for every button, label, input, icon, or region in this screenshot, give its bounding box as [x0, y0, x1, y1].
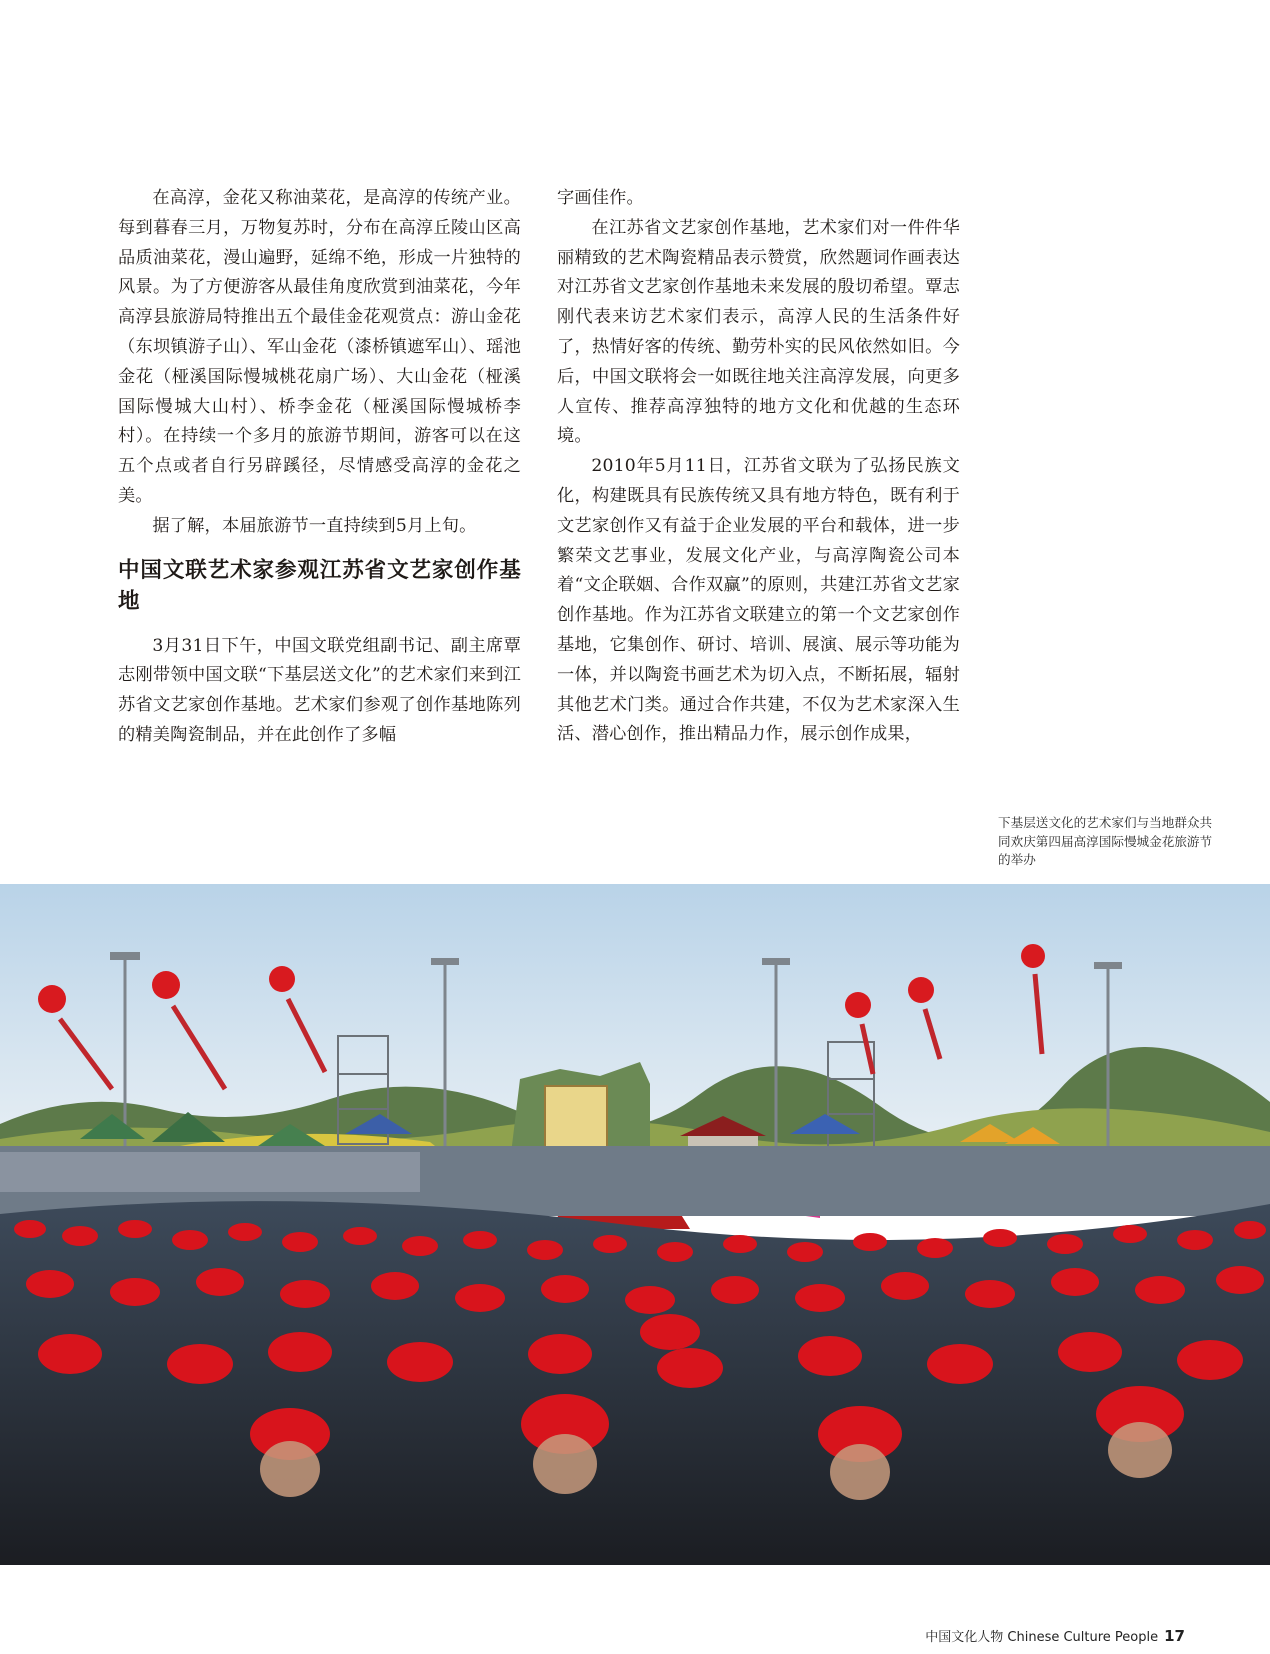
magazine-title: 中国文化人物 Chinese Culture People — [925, 1630, 1159, 1645]
page-number: 17 — [1164, 1627, 1185, 1645]
paragraph-festival-duration: 据了解，本届旅游节一直持续到5月上旬。 — [152, 515, 477, 536]
page-footer — [925, 1626, 1185, 1645]
festival-crowd-photo — [0, 884, 1270, 1565]
paragraph-jinhua: 在高淳，金花又称油菜花，是高淳的传统产业。每到暮春三月，万物复苏时，分布在高淳丘陵山区高品质油菜花，漫山遍野，延绵不绝，形成一片独特的风景。为了方便游客从最佳角度欣赏到油菜花，今年高淳县旅游局特推出五个最佳金花观赏点：游山金花（东坝镇游子山）、军山金花（漆桥镇遮军山）、瑶池金花（桠溪国际慢城桃花扇广场）、大山金花（桠溪国际慢城大山村）、桥李金花（桠溪国际慢城桥李村）。在持续一个多月的旅游节期间，游客可以在这五个点或者自行另辟蹊径，尽情感受高淳的金花之美。 — [118, 188, 521, 506]
article-left-column — [118, 184, 521, 751]
paragraph-base-praise: 在江苏省文艺家创作基地，艺术家们对一件件华丽精致的艺术陶瓷精品表示赞赏，欣然题词作画表达对江苏省文艺家创作基地未来发展的殷切希望。覃志刚代表来访艺术家们表示，高淳人民的生活条件好了，热情好客的传统、勤劳朴实的民风依然如旧。今后，中国文联将会一如既往地关注高淳发展，向更多人宣传、推荐高淳独特的地方文化和优越的生态环境。 — [557, 217, 960, 447]
paragraph-visit-continued: 字画佳作。 — [557, 188, 644, 208]
photo-caption: 下基层送文化的艺术家们与当地群众共同欢庆第四届高淳国际慢城金花旅游节的举办 — [998, 815, 1213, 867]
paragraph-base-history: 2010年5月11日，江苏省文联为了弘扬民族文化，构建既具有民族传统又具有地方特色，既有利于文艺家创作又有益于企业发展的平台和载体，进一步繁荣文艺事业，发展文化产业，与高淳陶瓷公司本着“文企联姻、合作双赢”的原则，共建江苏省文艺家创作基地。作为江苏省文联建立的第一个文艺家创作基地，它集创作、研讨、培训、展演、展示等功能为一体，并以陶瓷书画艺术为切入点，不断拓展，辐射其他艺术门类。通过合作共建，不仅为艺术家深入生活、潜心创作，推出精品力作，展示创作成果， — [557, 456, 960, 745]
paragraph-visit: 3月31日下午，中国文联党组副书记、副主席覃志刚带领中国文联“下基层送文化”的艺术家们来到江苏省文艺家创作基地。艺术家们参观了创作基地陈列的精美陶瓷制品，并在此创作了多幅 — [118, 635, 521, 745]
section-heading: 中国文联艺术家参观江苏省文艺家创作基地 — [118, 557, 521, 614]
article-right-column — [557, 184, 960, 750]
